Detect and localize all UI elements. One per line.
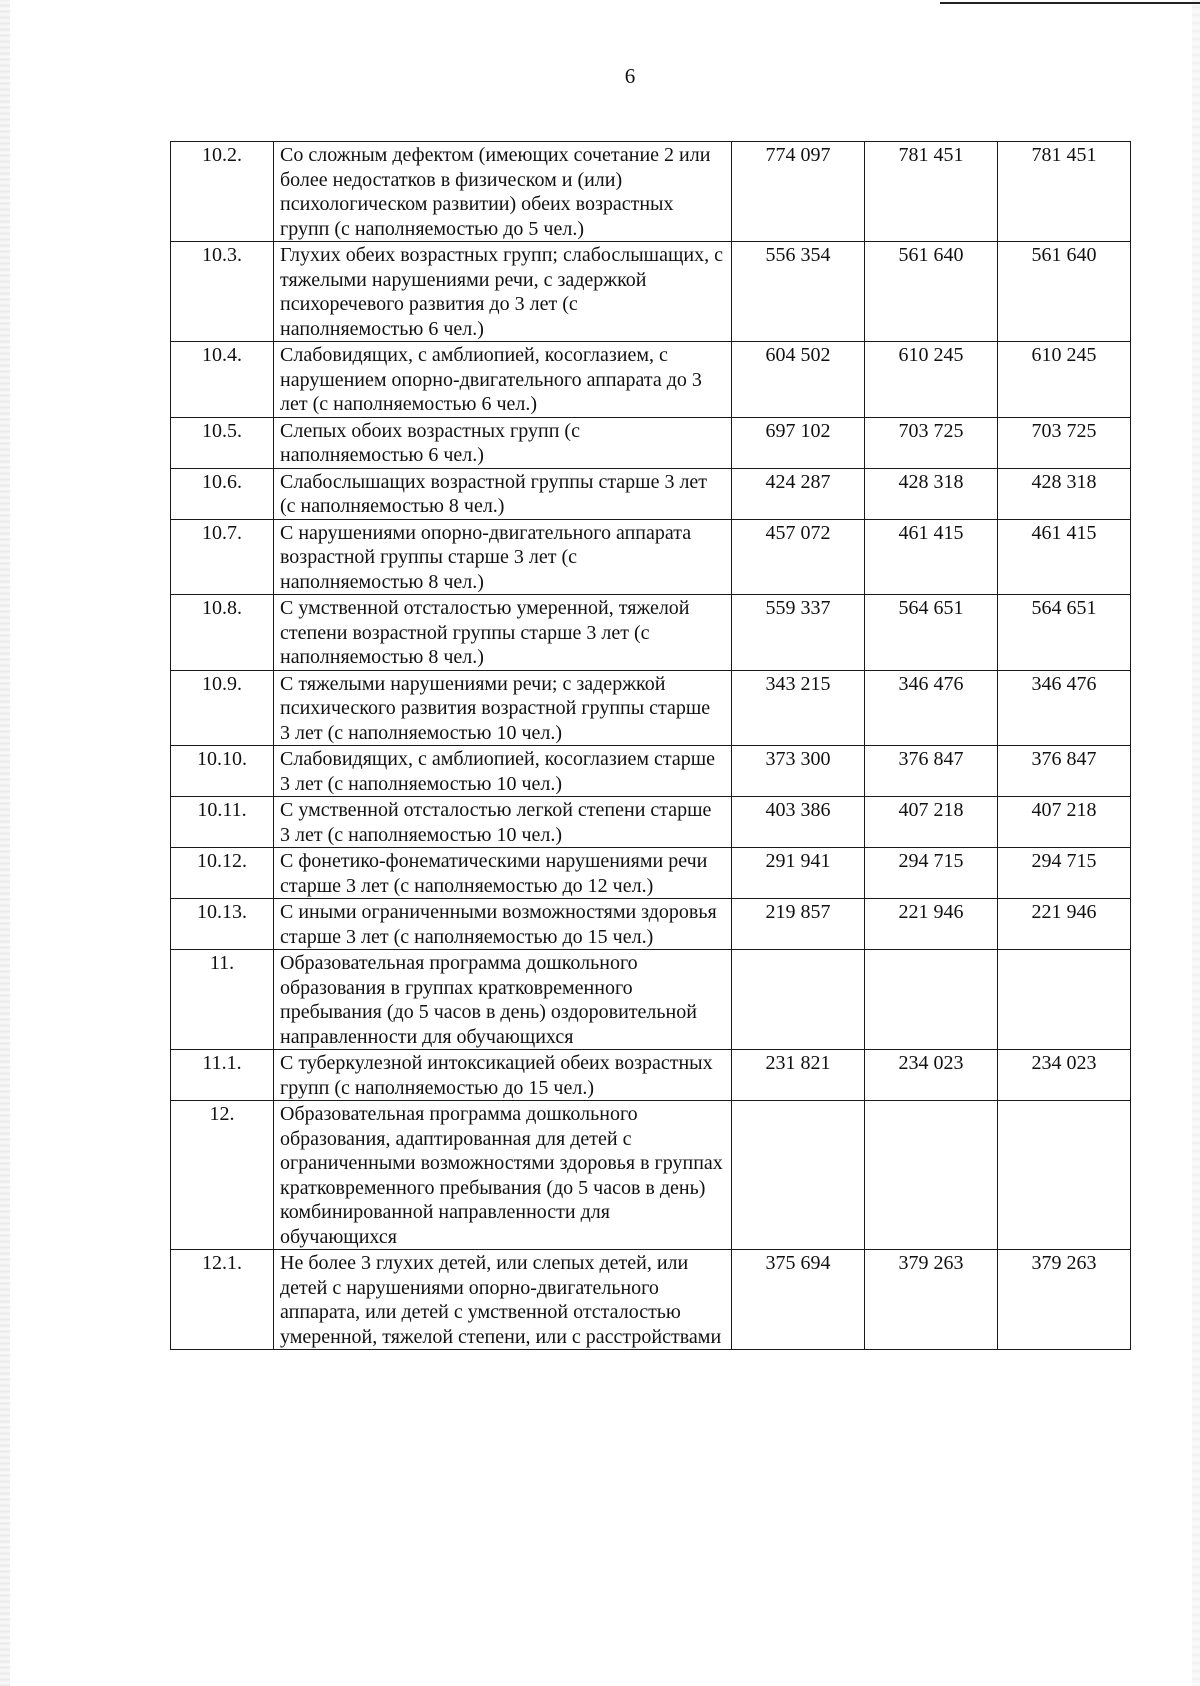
value-col-3: 346 476 [998,670,1131,746]
top-rule-line [940,2,1200,4]
value-col-2: 221 946 [865,899,998,950]
value-col-3: 781 451 [998,142,1131,242]
value-col-2: 564 651 [865,595,998,671]
table-row [171,670,1131,746]
row-description: Слепых обоих возрастных групп (с наполняемостью 6 чел.) [274,417,732,468]
row-number: 10.10. [171,746,274,797]
value-col-1 [732,1101,865,1250]
table-row [171,468,1131,519]
row-description: С фонетико-фонематическими нарушениями речи старше 3 лет (с наполняемостью до 12 чел.) [274,848,732,899]
value-col-2: 294 715 [865,848,998,899]
row-number: 10.7. [171,519,274,595]
value-col-1 [732,950,865,1050]
table-row [171,746,1131,797]
table-row [171,342,1131,418]
value-col-3: 234 023 [998,1050,1131,1101]
row-description: Слабовидящих, с амблиопией, косоглазием, с нарушением опорно-двигательного аппарата до 3 лет (с наполняемостью 6 чел.) [274,342,732,418]
value-col-2: 703 725 [865,417,998,468]
value-col-3: 407 218 [998,797,1131,848]
value-col-3: 428 318 [998,468,1131,519]
value-col-1: 231 821 [732,1050,865,1101]
value-col-2: 428 318 [865,468,998,519]
value-col-1: 556 354 [732,242,865,342]
row-description: Образовательная программа дошкольного образования в группах кратковременного пребывания (до 5 часов в день) оздоровительной направленности для обучающихся [274,950,732,1050]
value-col-1: 219 857 [732,899,865,950]
value-col-2 [865,1101,998,1250]
row-description: Со сложным дефектом (имеющих сочетание 2 или более недостатков в физическом и (или) психологическом развитии) обеих возрастных групп (с наполняемостью до 5 чел.) [274,142,732,242]
value-col-3: 294 715 [998,848,1131,899]
row-number: 10.8. [171,595,274,671]
value-col-1: 774 097 [732,142,865,242]
table-row [171,899,1131,950]
value-col-1: 697 102 [732,417,865,468]
row-number: 10.4. [171,342,274,418]
value-col-3: 376 847 [998,746,1131,797]
row-description: Слабовидящих, с амблиопией, косоглазием старше 3 лет (с наполняемостью 10 чел.) [274,746,732,797]
row-number: 10.12. [171,848,274,899]
value-col-1: 457 072 [732,519,865,595]
row-description: С умственной отсталостью легкой степени старше 3 лет (с наполняемостью 10 чел.) [274,797,732,848]
value-col-3: 610 245 [998,342,1131,418]
value-col-3 [998,1101,1131,1250]
value-col-3: 379 263 [998,1250,1131,1350]
table-row [171,142,1131,242]
row-description: Слабослышащих возрастной группы старше 3 лет (с наполняемостью 8 чел.) [274,468,732,519]
row-number: 11.1. [171,1050,274,1101]
row-number: 10.6. [171,468,274,519]
value-col-3: 703 725 [998,417,1131,468]
value-col-3: 461 415 [998,519,1131,595]
row-number: 12. [171,1101,274,1250]
value-col-2: 346 476 [865,670,998,746]
value-col-3 [998,950,1131,1050]
row-number: 10.3. [171,242,274,342]
value-col-1: 375 694 [732,1250,865,1350]
row-description: С туберкулезной интоксикацией обеих возрастных групп (с наполняемостью до 15 чел.) [274,1050,732,1101]
row-description: Образовательная программа дошкольного образования, адаптированная для детей с ограниченными возможностями здоровья в группах кратковременного пребывания (до 5 часов в день) комбинированной направленности для обучающихся [274,1101,732,1250]
table-row [171,1050,1131,1101]
scan-right-edge [1192,0,1200,1686]
row-number: 10.5. [171,417,274,468]
value-col-1: 343 215 [732,670,865,746]
value-col-2: 561 640 [865,242,998,342]
row-description: С умственной отсталостью умеренной, тяжелой степени возрастной группы старше 3 лет (с наполняемостью 8 чел.) [274,595,732,671]
row-number: 10.9. [171,670,274,746]
value-col-2: 461 415 [865,519,998,595]
value-col-2: 407 218 [865,797,998,848]
row-number: 12.1. [171,1250,274,1350]
row-description: С нарушениями опорно-двигательного аппарата возрастной группы старше 3 лет (с наполняемостью 8 чел.) [274,519,732,595]
table-row [171,242,1131,342]
row-description: С тяжелыми нарушениями речи; с задержкой психического развития возрастной группы старше 3 лет (с наполняемостью 10 чел.) [274,670,732,746]
value-col-1: 559 337 [732,595,865,671]
value-col-1: 373 300 [732,746,865,797]
value-col-3: 561 640 [998,242,1131,342]
value-col-1: 291 941 [732,848,865,899]
value-col-1: 403 386 [732,797,865,848]
table-row [171,417,1131,468]
value-col-2 [865,950,998,1050]
value-col-3: 564 651 [998,595,1131,671]
value-col-1: 424 287 [732,468,865,519]
table-row [171,950,1131,1050]
table-row [171,1101,1131,1250]
tariff-table [170,141,1131,1350]
row-description: С иными ограниченными возможностями здоровья старше 3 лет (с наполняемостью до 15 чел.) [274,899,732,950]
table-row [171,1250,1131,1350]
row-description: Глухих обеих возрастных групп; слабослышащих, с тяжелыми нарушениями речи, с задержкой психоречевого развития до 3 лет (с наполняемостью 6 чел.) [274,242,732,342]
value-col-3: 221 946 [998,899,1131,950]
value-col-2: 781 451 [865,142,998,242]
page-number: 6 [624,64,636,88]
value-col-2: 376 847 [865,746,998,797]
row-description: Не более 3 глухих детей, или слепых детей, или детей с нарушениями опорно-двигательного аппарата, или детей с умственной отсталостью умеренной, тяжелой степени, или с расстройствами [274,1250,732,1350]
row-number: 10.13. [171,899,274,950]
value-col-2: 610 245 [865,342,998,418]
value-col-1: 604 502 [732,342,865,418]
row-number: 11. [171,950,274,1050]
row-number: 10.11. [171,797,274,848]
table-row [171,519,1131,595]
table-row [171,595,1131,671]
value-col-2: 379 263 [865,1250,998,1350]
table-row [171,848,1131,899]
value-col-2: 234 023 [865,1050,998,1101]
row-number: 10.2. [171,142,274,242]
scan-left-edge [0,0,10,1686]
table-row [171,797,1131,848]
